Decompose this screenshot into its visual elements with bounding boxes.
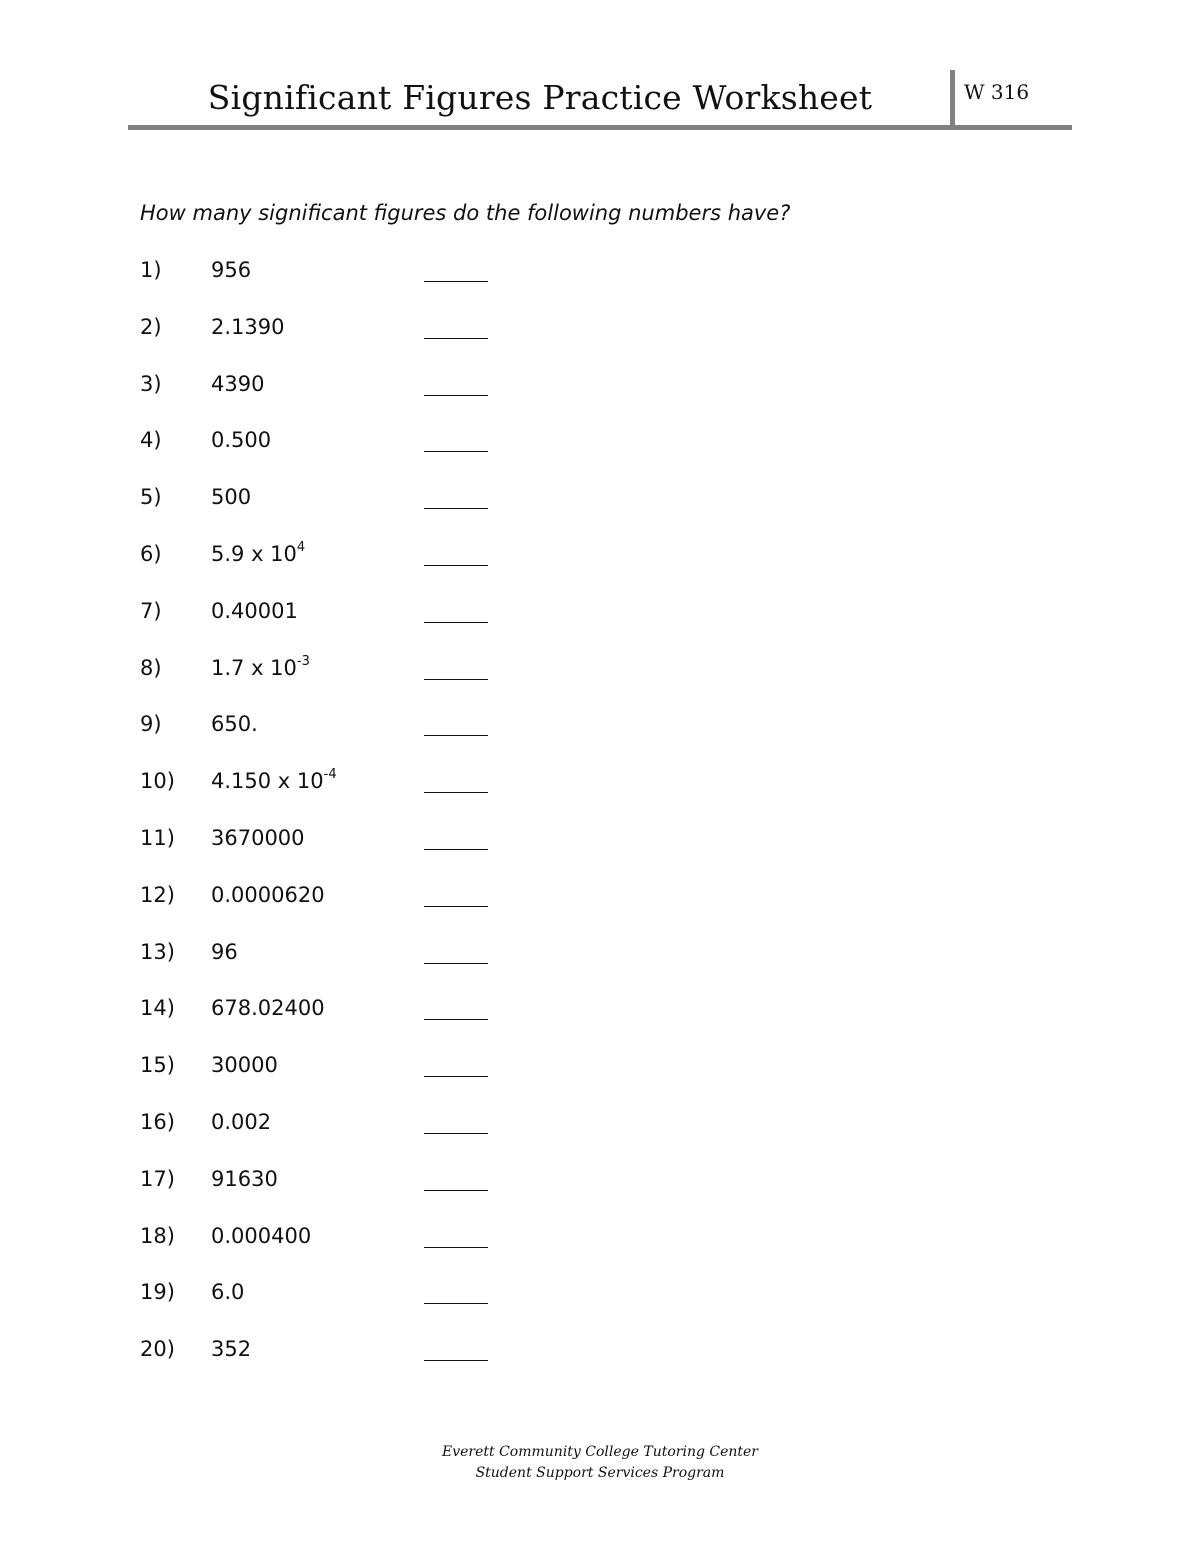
question-row: [140, 367, 640, 424]
footer-line-1: Everett Community College Tutoring Center: [442, 1444, 758, 1460]
question-number: 2): [140, 314, 162, 339]
question-row: [140, 991, 640, 1048]
question-row: [140, 651, 640, 708]
worksheet-title: Significant Figures Practice Worksheet: [207, 78, 873, 117]
question-row: [140, 1162, 640, 1219]
question-value: 678.02400: [211, 996, 325, 1021]
answer-blank[interactable]: [424, 508, 488, 509]
answer-blank[interactable]: [424, 451, 488, 452]
question-row: [140, 1219, 640, 1276]
question-value: 352: [211, 1337, 252, 1362]
question-number: 19): [140, 1280, 175, 1305]
question-row: [140, 935, 640, 992]
answer-blank[interactable]: [424, 395, 488, 396]
question-value: 500: [211, 485, 252, 510]
answer-blank[interactable]: [424, 906, 488, 907]
answer-blank[interactable]: [424, 338, 488, 339]
header-divider: [950, 70, 955, 130]
question-value: 6.0: [211, 1280, 245, 1305]
question-row: [140, 310, 640, 367]
question-row: [140, 821, 640, 878]
answer-blank[interactable]: [424, 1133, 488, 1134]
answer-blank[interactable]: [424, 1076, 488, 1077]
question-value: 956: [211, 258, 252, 282]
question-row: [140, 878, 640, 935]
header-rule: [128, 125, 1072, 130]
answer-blank[interactable]: [424, 849, 488, 850]
question-number: 18): [140, 1223, 175, 1248]
answer-blank[interactable]: [424, 735, 488, 736]
footer: [0, 1442, 1200, 1484]
answer-blank[interactable]: [424, 1019, 488, 1020]
worksheet-code: W 316: [964, 80, 1030, 104]
question-row: [140, 423, 640, 480]
question-value: 0.500: [211, 428, 272, 453]
question-number: 11): [140, 825, 175, 850]
question-value: 4.150 x $10^{-4}$: [211, 767, 337, 794]
question-value: 91630: [211, 1166, 278, 1191]
question-number: 9): [140, 712, 162, 737]
question-value: 2.1390: [211, 314, 285, 339]
exponent: -3: [296, 653, 310, 669]
question-value: 1.7 x $10^{-3}$: [211, 653, 310, 680]
question-row: [140, 253, 640, 310]
answer-blank[interactable]: [424, 1190, 488, 1191]
question-value: 96: [211, 939, 238, 964]
question-value: 3670000: [211, 825, 305, 850]
answer-blank[interactable]: [424, 622, 488, 623]
question-number: 8): [140, 655, 162, 680]
footer-line-2: Student Support Services Program: [475, 1465, 725, 1481]
question-number: 3): [140, 371, 162, 396]
question-number: 6): [140, 541, 162, 566]
answer-blank[interactable]: [424, 565, 488, 566]
question-value: 30000: [211, 1053, 278, 1078]
question-row: [140, 1275, 640, 1332]
question-value: 0.0000620: [211, 882, 325, 907]
question-row: [140, 480, 640, 537]
exponent: -4: [323, 767, 337, 783]
question-row: [140, 764, 640, 821]
question-number: 14): [140, 996, 175, 1021]
answer-blank[interactable]: [424, 281, 488, 282]
question-number: 15): [140, 1053, 175, 1078]
question-number: 12): [140, 882, 175, 907]
question-number: 5): [140, 485, 162, 510]
question-row: [140, 594, 640, 651]
question-number: 17): [140, 1166, 175, 1191]
question-value: 0.000400: [211, 1223, 312, 1248]
question-number: 1): [140, 258, 162, 282]
answer-blank[interactable]: [424, 792, 488, 793]
question-value: 5.9 x $10^4$: [211, 539, 306, 566]
answer-blank[interactable]: [424, 1360, 488, 1361]
question-value: 650.: [211, 712, 258, 737]
question-value: 0.40001: [211, 598, 298, 623]
question-number: 13): [140, 939, 175, 964]
question-value: 4390: [211, 371, 265, 396]
question-row: [140, 537, 640, 594]
question-number: 7): [140, 598, 162, 623]
instruction-text: How many significant figures do the following numbers have?: [140, 201, 791, 225]
answer-blank[interactable]: [424, 963, 488, 964]
question-number: 4): [140, 428, 162, 453]
question-row: [140, 1048, 640, 1105]
answer-blank[interactable]: [424, 1303, 488, 1304]
question-row: [140, 1332, 640, 1389]
question-row: [140, 707, 640, 764]
question-number: 10): [140, 769, 175, 794]
question-number: 16): [140, 1109, 175, 1134]
question-list: [140, 253, 640, 1389]
answer-blank[interactable]: [424, 1247, 488, 1248]
question-number: 20): [140, 1337, 175, 1362]
question-value: 0.002: [211, 1109, 272, 1134]
answer-blank[interactable]: [424, 679, 488, 680]
exponent: 4: [296, 539, 306, 555]
question-row: [140, 1105, 640, 1162]
